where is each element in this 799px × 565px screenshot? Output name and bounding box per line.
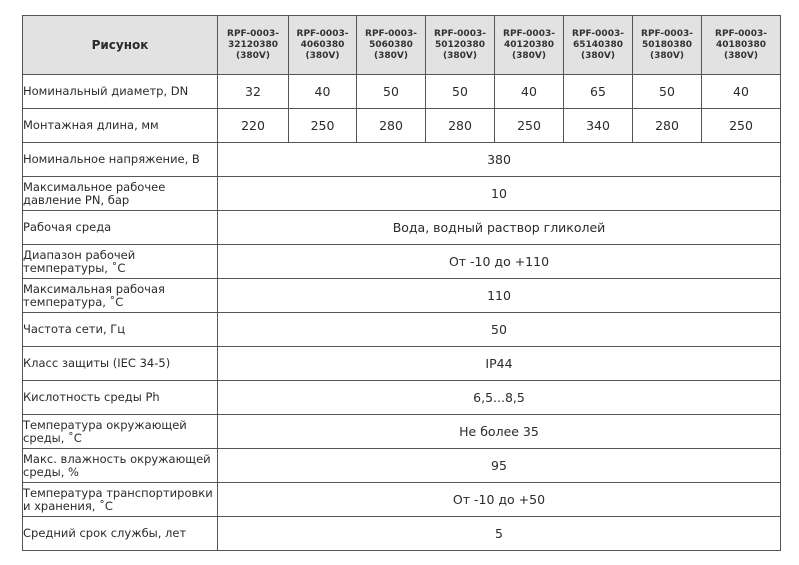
table-row (23, 415, 781, 449)
value-cell: 280 (357, 109, 426, 143)
value-cell: 95 (218, 449, 781, 483)
value-cell: 5 (218, 517, 781, 551)
value-cell: 40 (702, 75, 781, 109)
header-row (23, 16, 781, 75)
value-cell: 220 (218, 109, 289, 143)
table-row (23, 211, 781, 245)
value-cell: 10 (218, 177, 781, 211)
value-cell: 280 (633, 109, 702, 143)
model-header: RPF-0003- 5060380 (380V) (357, 16, 426, 75)
table-row (23, 517, 781, 551)
param-label: Температура транспортировки и хранения, ˚C (23, 483, 218, 517)
table-row (23, 245, 781, 279)
value-cell: 40 (495, 75, 564, 109)
model-header: RPF-0003- 50120380 (380V) (426, 16, 495, 75)
table-row (23, 381, 781, 415)
table-row (23, 449, 781, 483)
value-cell: От -10 до +50 (218, 483, 781, 517)
param-label: Монтажная длина, мм (23, 109, 218, 143)
param-label: Номинальный диаметр, DN (23, 75, 218, 109)
table-row (23, 143, 781, 177)
value-cell: 50 (218, 313, 781, 347)
param-label: Частота сети, Гц (23, 313, 218, 347)
model-header: RPF-0003- 32120380 (380V) (218, 16, 289, 75)
param-label: Номинальное напряжение, В (23, 143, 218, 177)
value-cell: 6,5...8,5 (218, 381, 781, 415)
value-cell: 65 (564, 75, 633, 109)
model-header: RPF-0003- 50180380 (380V) (633, 16, 702, 75)
param-label: Температура окружающей среды, ˚C (23, 415, 218, 449)
param-label: Максимальное рабочее давление PN, бар (23, 177, 218, 211)
model-header: RPF-0003- 40120380 (380V) (495, 16, 564, 75)
value-cell: 50 (426, 75, 495, 109)
value-cell: 250 (702, 109, 781, 143)
header-title: Рисунок (23, 16, 218, 75)
value-cell: Не более 35 (218, 415, 781, 449)
param-label: Кислотность среды Ph (23, 381, 218, 415)
param-label: Макс. влажность окружающей среды, % (23, 449, 218, 483)
param-label: Диапазон рабочей температуры, ˚C (23, 245, 218, 279)
value-cell: 250 (289, 109, 357, 143)
value-cell: IP44 (218, 347, 781, 381)
model-header: RPF-0003- 40180380 (380V) (702, 16, 781, 75)
spec-table (22, 15, 781, 551)
model-header: RPF-0003- 4060380 (380V) (289, 16, 357, 75)
table-row (23, 279, 781, 313)
value-cell: 380 (218, 143, 781, 177)
value-cell: 110 (218, 279, 781, 313)
value-cell: 250 (495, 109, 564, 143)
value-cell: Вода, водный раствор гликолей (218, 211, 781, 245)
param-label: Рабочая среда (23, 211, 218, 245)
table-row (23, 177, 781, 211)
model-header: RPF-0003- 65140380 (380V) (564, 16, 633, 75)
param-label: Максимальная рабочая температура, ˚C (23, 279, 218, 313)
table-row (23, 313, 781, 347)
value-cell: 280 (426, 109, 495, 143)
table-row (23, 347, 781, 381)
param-label: Класс защиты (IEC 34-5) (23, 347, 218, 381)
value-cell: 340 (564, 109, 633, 143)
table-row (23, 109, 781, 143)
value-cell: 40 (289, 75, 357, 109)
param-label: Средний срок службы, лет (23, 517, 218, 551)
value-cell: 50 (357, 75, 426, 109)
value-cell: 32 (218, 75, 289, 109)
table-row (23, 483, 781, 517)
value-cell: От -10 до +110 (218, 245, 781, 279)
table-row (23, 75, 781, 109)
value-cell: 50 (633, 75, 702, 109)
